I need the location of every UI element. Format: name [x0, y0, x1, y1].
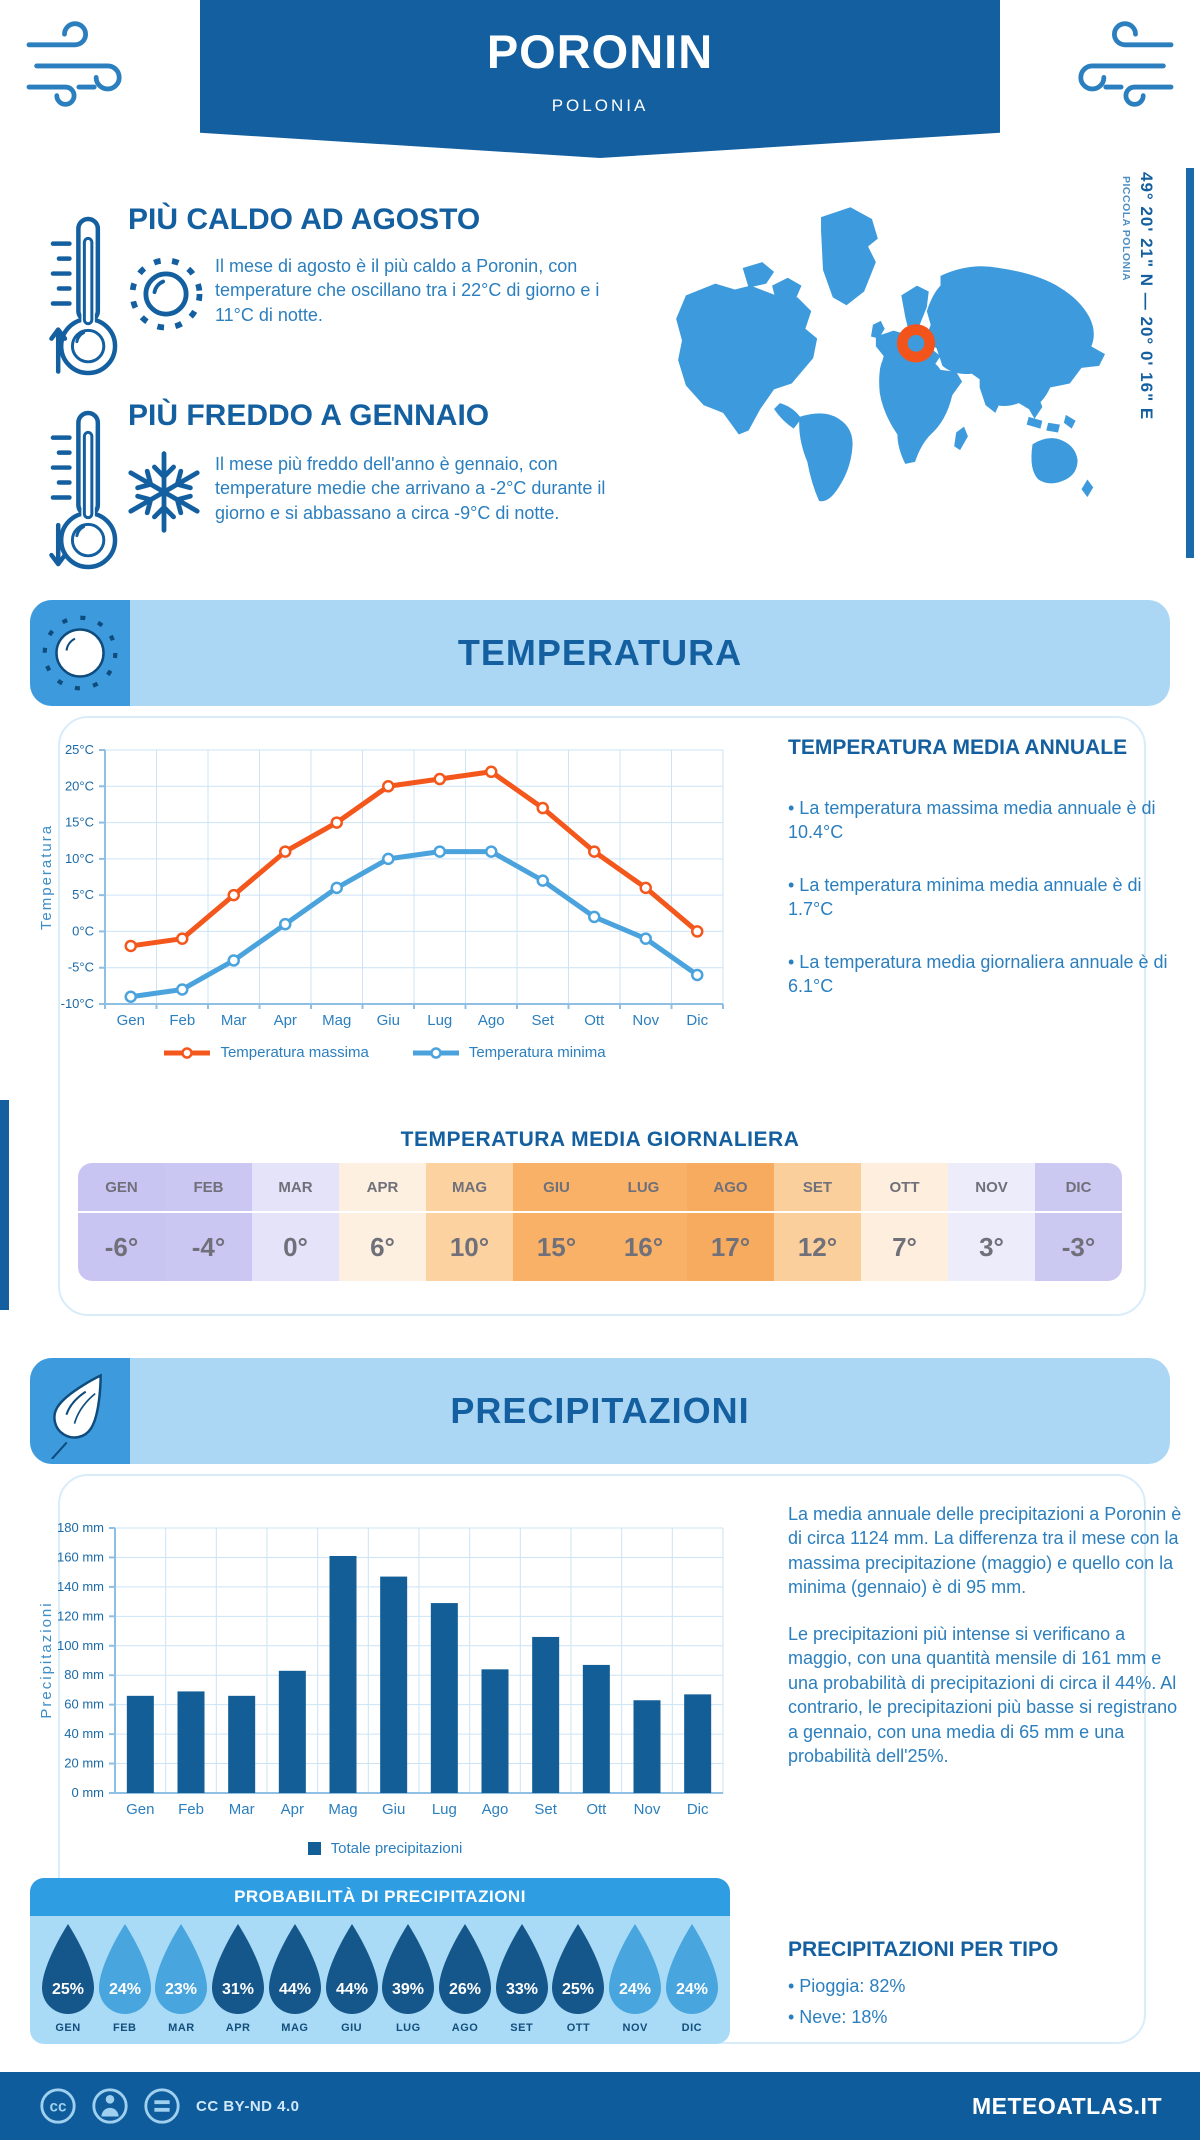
highlight-warm-text: Il mese di agosto è il più caldo a Poronin, con temperature che oscillano tra i 22°C di giorno e i 11°C di notte.	[215, 256, 600, 325]
probability-drop-mar	[153, 1920, 209, 2034]
svg-text:Apr: Apr	[273, 1012, 297, 1029]
bar-dic	[684, 1694, 711, 1793]
svg-text:Mag: Mag	[322, 1012, 352, 1029]
svg-text:Apr: Apr	[280, 1801, 305, 1818]
world-map	[635, 168, 1105, 554]
temperature-chart-legend	[35, 1044, 735, 1061]
table-column-feb	[165, 1163, 252, 1281]
svg-text:5°C: 5°C	[72, 887, 94, 903]
svg-text:44%: 44%	[335, 1981, 368, 1998]
bar-gen	[127, 1696, 154, 1793]
table-temp-value: 15°	[513, 1213, 600, 1281]
annual-bullet: • La temperatura media giornaliera annuale è di 6.1°C	[788, 951, 1168, 997]
svg-text:33%: 33%	[505, 1981, 538, 1998]
table-month-header: SET	[774, 1163, 861, 1213]
svg-text:40 mm: 40 mm	[64, 1726, 104, 1742]
bar-ott	[583, 1665, 610, 1793]
temperature-banner	[30, 600, 1170, 706]
table-month-header: NOV	[948, 1163, 1035, 1213]
table-temp-value: 3°	[948, 1213, 1035, 1281]
svg-text:Dic: Dic	[686, 1012, 709, 1029]
probability-drop-gen	[40, 1920, 96, 2034]
svg-text:Set: Set	[531, 1012, 555, 1029]
type-bullet: • Neve: 18%	[788, 2007, 888, 2027]
drop-month-label: AGO	[451, 2022, 479, 2034]
svg-text:-10°C: -10°C	[60, 996, 94, 1011]
annual-bullet: • La temperatura minima media annuale è di 1.7°C	[788, 874, 1142, 920]
raindrop-icon	[324, 1920, 380, 2016]
probability-drops-row	[30, 1916, 730, 2034]
snowflake-icon	[118, 446, 210, 538]
svg-text:60 mm: 60 mm	[64, 1696, 104, 1712]
table-column-apr	[339, 1163, 426, 1281]
table-month-header: MAR	[252, 1163, 339, 1213]
svg-text:Feb: Feb	[178, 1801, 204, 1818]
type-bullet: • Pioggia: 82%	[788, 1976, 906, 1996]
daily-temp-table-title: TEMPERATURA MEDIA GIORNALIERA	[400, 1128, 800, 1151]
table-month-header: MAG	[426, 1163, 513, 1213]
svg-text:25%: 25%	[51, 1981, 85, 1998]
probability-drop-set	[494, 1920, 550, 2034]
table-temp-value: -6°	[78, 1213, 165, 1281]
legend-item: Temperatura massima	[164, 1044, 368, 1061]
table-temp-value: 16°	[600, 1213, 687, 1281]
table-column-mar	[252, 1163, 339, 1281]
coordinates-label: 49° 20' 21" N — 20° 0' 16" E	[1137, 172, 1156, 421]
bar-mag	[330, 1556, 357, 1793]
probability-title: PROBABILITÀ DI PRECIPITAZIONI	[30, 1878, 730, 1916]
svg-text:Giu: Giu	[376, 1012, 400, 1029]
svg-text:39%: 39%	[392, 1981, 425, 1998]
table-month-header: GEN	[78, 1163, 165, 1213]
raindrop-icon	[607, 1920, 663, 2016]
region-label: PICCOLA POLONIA	[1120, 176, 1132, 282]
table-month-header: LUG	[600, 1163, 687, 1213]
precipitation-banner	[30, 1358, 1170, 1464]
probability-drop-ago	[437, 1920, 493, 2034]
highlight-warm-title: PIÙ CALDO AD AGOSTO	[128, 203, 481, 236]
svg-text:15°C: 15°C	[64, 814, 94, 830]
table-column-mag	[426, 1163, 513, 1281]
drop-month-label: FEB	[112, 2022, 137, 2034]
raindrop-icon	[267, 1920, 323, 2016]
table-temp-value: 7°	[861, 1213, 948, 1281]
svg-text:Gen: Gen	[116, 1012, 145, 1029]
table-temp-value: 0°	[252, 1213, 339, 1281]
license-label: CC BY-ND 4.0	[196, 2097, 300, 2115]
svg-text:10°C: 10°C	[64, 850, 94, 866]
table-temp-value: 10°	[426, 1213, 513, 1281]
drop-month-label: LUG	[395, 2022, 421, 2034]
table-column-ago	[687, 1163, 774, 1281]
raindrop-icon	[494, 1920, 550, 2016]
table-column-gen	[78, 1163, 165, 1281]
svg-text:Mag: Mag	[328, 1801, 358, 1818]
probability-drop-apr	[210, 1920, 266, 2034]
svg-text:0°C: 0°C	[72, 923, 94, 939]
svg-text:100 mm: 100 mm	[57, 1637, 104, 1653]
annual-bullet: • La temperatura massima media annuale è di 10.4°C	[788, 798, 1156, 843]
cc-icon	[38, 2086, 78, 2126]
temperature-section-title: TEMPERATURA	[457, 632, 743, 673]
svg-text:Ago: Ago	[481, 1801, 509, 1818]
table-month-header: DIC	[1035, 1163, 1122, 1213]
svg-text:26%: 26%	[449, 1981, 482, 1998]
table-column-ott	[861, 1163, 948, 1281]
svg-text:Ott: Ott	[586, 1801, 607, 1818]
drop-month-label: GIU	[341, 2022, 363, 2034]
daily-temp-table	[78, 1163, 1122, 1281]
drop-month-label: DIC	[681, 2022, 703, 2034]
svg-text:-5°C: -5°C	[67, 959, 94, 975]
probability-drop-feb	[97, 1920, 153, 2034]
svg-text:23%: 23%	[165, 1981, 198, 1998]
probability-drop-giu	[324, 1920, 380, 2034]
svg-text:Lug: Lug	[427, 1012, 453, 1029]
no-derivatives-icon	[142, 2086, 182, 2126]
drop-month-label: SET	[510, 2022, 534, 2034]
svg-text:Nov: Nov	[633, 1801, 661, 1818]
svg-text:Gen: Gen	[126, 1801, 155, 1818]
sun-icon	[120, 248, 212, 340]
raindrop-icon	[153, 1920, 209, 2016]
drop-month-label: MAR	[168, 2022, 195, 2034]
svg-text:0 mm: 0 mm	[71, 1785, 104, 1800]
raindrop-icon	[40, 1920, 96, 2016]
svg-text:Lug: Lug	[431, 1801, 457, 1818]
temperature-annual-bullets	[788, 796, 1180, 999]
table-temp-value: 12°	[774, 1213, 861, 1281]
drop-month-label: NOV	[622, 2022, 648, 2034]
drop-month-label: MAG	[281, 2022, 309, 2034]
precipitation-bar-chart	[35, 1508, 735, 1838]
svg-text:80 mm: 80 mm	[64, 1667, 104, 1683]
table-month-header: GIU	[513, 1163, 600, 1213]
svg-text:24%: 24%	[619, 1981, 652, 1998]
page-subtitle: POLONIA	[551, 96, 649, 115]
svg-text:Set: Set	[534, 1801, 557, 1818]
precipitation-text-block	[788, 1502, 1184, 1791]
probability-drop-ott	[550, 1920, 606, 2034]
drop-month-label: OTT	[566, 2022, 591, 2034]
table-column-set	[774, 1163, 861, 1281]
wind-icon	[22, 16, 130, 112]
precip-by-type-list	[788, 1976, 1180, 2028]
temperature-annual-block	[788, 736, 1180, 1027]
probability-drop-dic	[664, 1920, 720, 2034]
highlight-cold-title: PIÙ FREDDO A GENNAIO	[128, 399, 490, 432]
svg-text:24%: 24%	[675, 1981, 708, 1998]
table-month-header: OTT	[861, 1163, 948, 1213]
raindrop-icon	[550, 1920, 606, 2016]
brand-label: METEOATLAS.IT	[971, 2092, 1162, 2119]
bar-apr	[279, 1671, 306, 1793]
table-temp-value: -4°	[165, 1213, 252, 1281]
thermometer-down-icon	[48, 404, 120, 576]
bar-mar	[228, 1696, 255, 1793]
raindrop-icon	[97, 1920, 153, 2016]
raindrop-icon	[437, 1920, 493, 2016]
raindrop-icon	[380, 1920, 436, 2016]
table-column-giu	[513, 1163, 600, 1281]
svg-text:Ott: Ott	[584, 1012, 605, 1029]
table-temp-value: -3°	[1035, 1213, 1122, 1281]
bar-feb	[178, 1691, 205, 1793]
svg-text:25°C: 25°C	[64, 742, 94, 757]
svg-text:120 mm: 120 mm	[57, 1608, 104, 1624]
attribution-person-icon	[90, 2086, 130, 2126]
drop-month-label: APR	[225, 2022, 251, 2034]
svg-text:Nov: Nov	[632, 1012, 660, 1029]
probability-drop-lug	[380, 1920, 436, 2034]
thermometer-up-icon	[48, 210, 120, 382]
precip-by-type-title: PRECIPITAZIONI PER TIPO	[788, 1938, 1059, 1961]
drop-month-label: GEN	[55, 2022, 81, 2034]
svg-text:25%: 25%	[562, 1981, 595, 1998]
table-temp-value: 17°	[687, 1213, 774, 1281]
svg-text:Temperatura: Temperatura	[38, 823, 55, 931]
raindrop-icon	[664, 1920, 720, 2016]
page-title: PORONIN	[486, 25, 714, 78]
table-month-header: FEB	[165, 1163, 252, 1213]
map-coordinates-block	[1116, 172, 1156, 560]
highlight-cold-text: Il mese più freddo dell'anno è gennaio, con temperature medie che arrivano a -2°C durante il giorno e si abbassano a circa -9°C di notte.	[215, 454, 606, 523]
precipitation-paragraph-1: La media annuale delle precipitazioni a Poronin è di circa 1124 mm. La differenza tra il mese con la massima precipitazione (maggio) e quello con la minima (gennaio) è di 95 mm.	[788, 1504, 1182, 1598]
probability-drop-nov	[607, 1920, 663, 2034]
svg-text:31%: 31%	[222, 1981, 255, 1998]
svg-text:Dic: Dic	[686, 1801, 709, 1818]
precip-by-type-block	[788, 1938, 1180, 2038]
cc-icons-group	[38, 2086, 182, 2126]
bar-lug	[431, 1603, 458, 1793]
bar-giu	[380, 1577, 407, 1793]
table-month-header: APR	[339, 1163, 426, 1213]
wind-icon	[1070, 16, 1178, 112]
temperature-annual-title: TEMPERATURA MEDIA ANNUALE	[788, 736, 1128, 759]
table-temp-value: 6°	[339, 1213, 426, 1281]
precipitation-chart-legend	[35, 1840, 735, 1857]
raindrop-icon	[210, 1920, 266, 2016]
svg-text:Feb: Feb	[169, 1012, 196, 1029]
svg-text:Mar: Mar	[220, 1012, 247, 1029]
table-column-nov	[948, 1163, 1035, 1281]
svg-text:140 mm: 140 mm	[57, 1578, 104, 1594]
precipitation-section-title: PRECIPITAZIONI	[450, 1390, 750, 1431]
legend-item: Totale precipitazioni	[308, 1840, 463, 1857]
legend-item: Temperatura minima	[413, 1044, 606, 1061]
svg-text:Precipitazioni: Precipitazioni	[38, 1601, 55, 1719]
table-column-dic	[1035, 1163, 1122, 1281]
precipitation-paragraph-2: Le precipitazioni più intense si verificano a maggio, con una quantità mensile di 161 mm e una probabilità di precipitazioni di circa il 44%. Al contrario, le precipitazioni più basse si registrano a gennaio, con una media di 65 mm e una probabilità dell'25%.	[788, 1623, 1178, 1767]
bar-nov	[634, 1700, 661, 1793]
svg-text:180 mm: 180 mm	[57, 1520, 104, 1535]
probability-panel	[30, 1878, 730, 2044]
svg-text:cc: cc	[49, 2098, 67, 2116]
temperature-line-chart	[35, 732, 735, 1032]
svg-text:Ago: Ago	[477, 1012, 505, 1029]
bar-set	[532, 1637, 559, 1793]
probability-drop-mag	[267, 1920, 323, 2034]
table-month-header: AGO	[687, 1163, 774, 1213]
svg-text:44%: 44%	[278, 1981, 311, 1998]
svg-text:160 mm: 160 mm	[57, 1549, 104, 1565]
svg-text:20°C: 20°C	[64, 778, 94, 794]
footer	[0, 2072, 1200, 2140]
table-column-lug	[600, 1163, 687, 1281]
right-edge-bar	[1186, 168, 1194, 558]
svg-text:24%: 24%	[108, 1981, 141, 1998]
svg-text:Mar: Mar	[228, 1801, 255, 1818]
svg-text:Giu: Giu	[381, 1801, 406, 1818]
svg-text:20 mm: 20 mm	[64, 1755, 104, 1771]
bar-ago	[482, 1669, 509, 1793]
